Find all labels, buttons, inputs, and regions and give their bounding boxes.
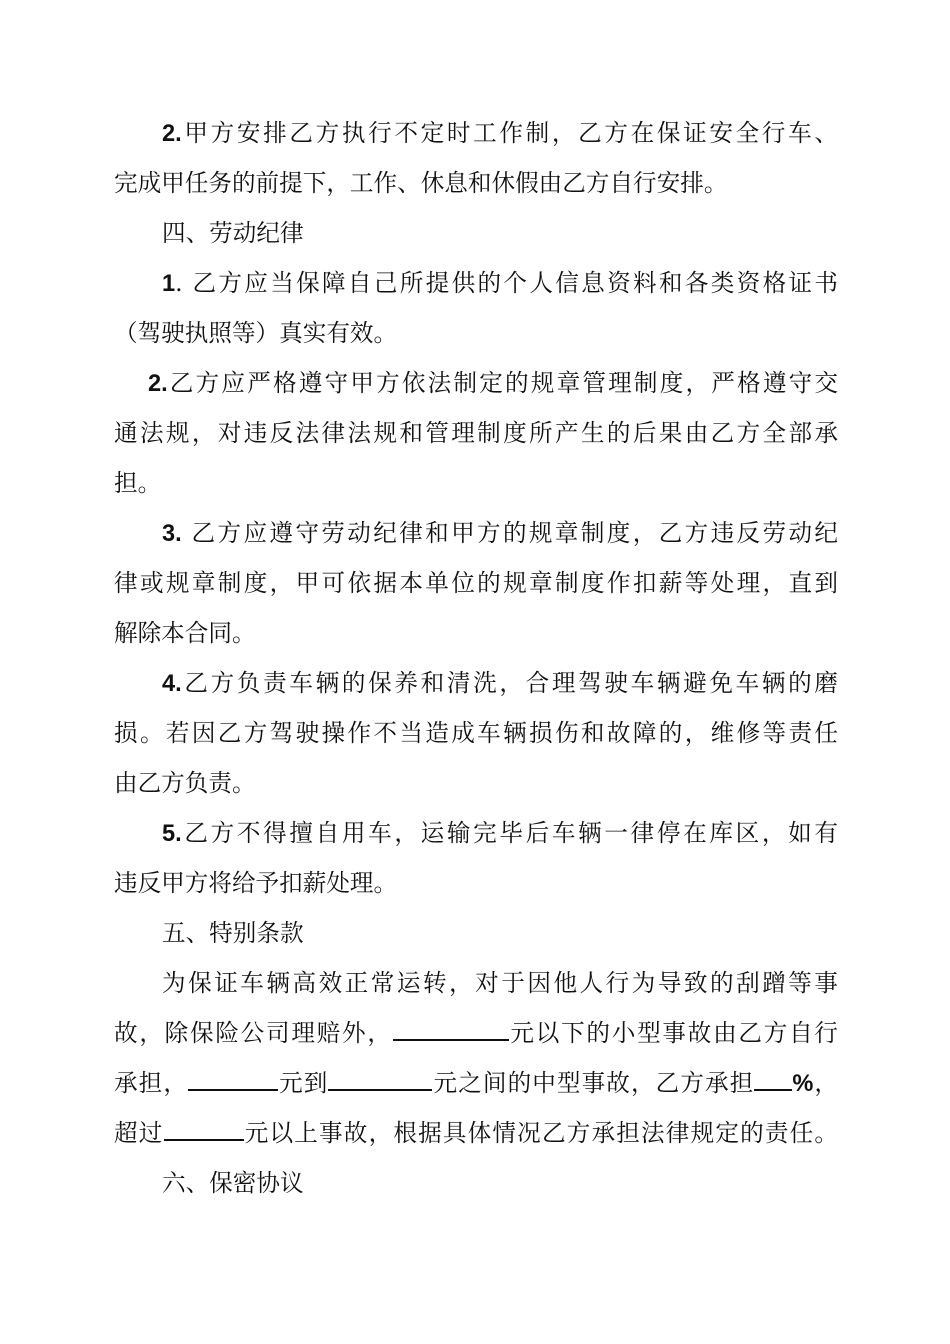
clause-text: 乙方负责车辆的保养和清洗，合理驾驶车辆避免车辆的磨 (181, 669, 838, 697)
clause-4-5-line-1 (114, 808, 838, 858)
clause-text: 甲方安排乙方执行不定时工作制，乙方在保证安全行车、 (181, 119, 838, 147)
clause-text: ， (813, 1069, 839, 1097)
clause-text: 乙方应遵守劳动纪律和甲方的规章制度，乙方违反劳动纪 (181, 519, 838, 547)
clause-4-1-line-2: （驾驶执照等）真实有效。 (114, 319, 398, 347)
section-4-title: 四、劳动纪律 (162, 219, 304, 247)
amount-blank-large[interactable] (164, 1114, 244, 1141)
amount-blank-medium-min[interactable] (188, 1064, 278, 1091)
clause-4-2-line-2: 通法规，对违反法律法规和管理制度所产生的后果由乙方全部承 (114, 419, 838, 447)
clause-4-2-line-1 (114, 358, 838, 408)
clause-text: 承担， (114, 1069, 189, 1097)
clause-5-line-1: 为保证车辆高效正常运转，对于因他人行为导致的刮蹭等事 (162, 969, 838, 997)
clause-text: 元到 (278, 1069, 329, 1097)
section-6-title: 六、保密协议 (162, 1169, 304, 1197)
clause-text: . 乙方应当保障自己所提供的个人信息资料和各类资格证书 (175, 269, 838, 297)
clause-number: 4. (162, 671, 182, 697)
document-page (114, 108, 838, 1208)
clause-3-2-line-1 (114, 108, 838, 158)
clause-number: 3. (162, 521, 182, 547)
clause-4-3-line-1 (114, 508, 838, 558)
clause-number: 2. (148, 371, 168, 397)
clause-text: 元以上事故，根据具体情况乙方承担法律规定的责任。 (243, 1119, 839, 1147)
clause-4-2-line-3: 担。 (114, 469, 162, 497)
clause-number: 5. (162, 821, 182, 847)
clause-number: 2. (162, 121, 182, 147)
clause-4-4-line-2: 损。若因乙方驾驶操作不当造成车辆损伤和故障的，维修等责任 (114, 719, 838, 747)
amount-blank-small[interactable] (393, 1014, 509, 1041)
clause-5-line-3 (114, 1058, 838, 1108)
percent-blank[interactable] (754, 1064, 792, 1091)
section-5-title: 五、特别条款 (162, 919, 304, 947)
clause-text: 乙方不得擅自用车，运输完毕后车辆一律停在库区，如有 (181, 819, 838, 847)
clause-4-3-line-2: 律或规章制度，甲可依据本单位的规章制度作扣薪等处理，直到 (114, 569, 838, 597)
clause-4-5-line-2: 违反甲方将给予扣薪处理。 (114, 869, 398, 897)
amount-blank-medium-max[interactable] (328, 1064, 432, 1091)
clause-4-1-line-1 (114, 258, 838, 308)
clause-4-4-line-1 (114, 658, 838, 708)
clause-text: 乙方应严格遵守甲方依法制定的规章管理制度，严格遵守交 (167, 369, 838, 397)
clause-5-line-4 (114, 1108, 838, 1158)
clause-text: 故，除保险公司理赔外， (114, 1019, 393, 1047)
clause-5-line-2 (114, 1008, 838, 1058)
clause-4-3-line-3: 解除本合同。 (114, 619, 256, 647)
clause-4-4-line-3: 由乙方负责。 (114, 769, 256, 797)
clause-text: 元之间的中型事故，乙方承担 (432, 1069, 755, 1097)
percent-sign: % (792, 1071, 814, 1097)
clause-text: 元以下的小型事故由乙方自行 (508, 1019, 839, 1047)
clause-number: 1 (162, 271, 176, 297)
clause-3-2-line-2: 完成甲任务的前提下，工作、休息和休假由乙方自行安排。 (114, 169, 728, 197)
clause-text: 超过 (114, 1119, 164, 1147)
